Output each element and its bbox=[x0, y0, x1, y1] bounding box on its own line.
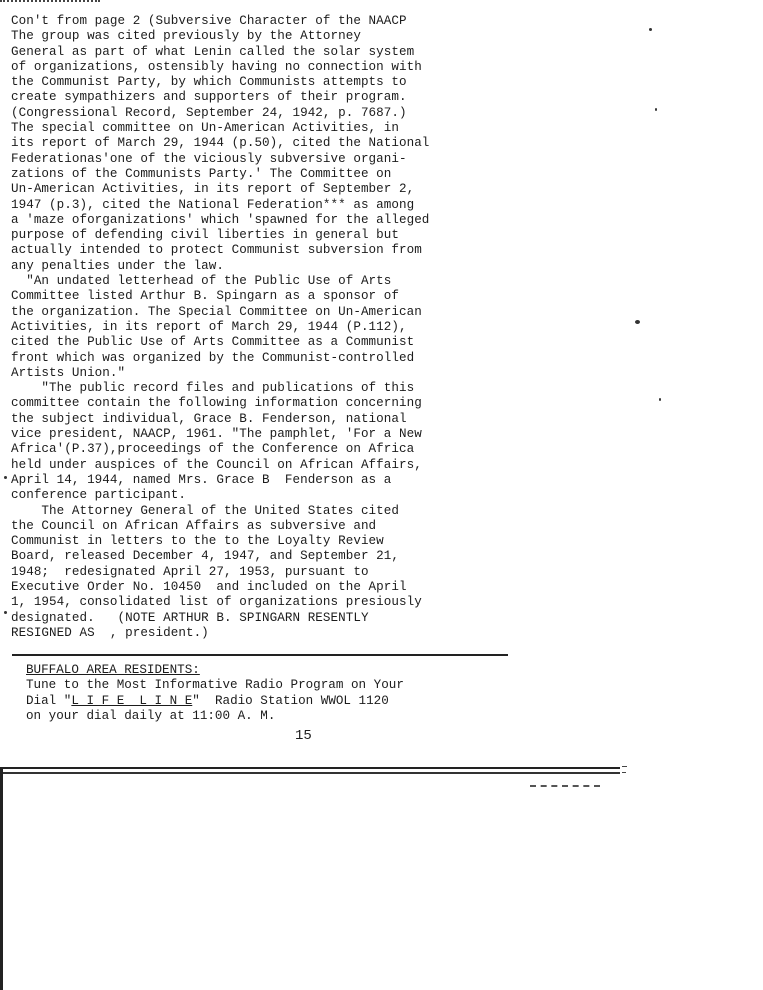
text-line: front which was organized by the Communist-controlled bbox=[11, 350, 415, 365]
text-line: Artists Union." bbox=[11, 365, 126, 380]
scan-speck bbox=[4, 476, 7, 479]
text-line: 1, 1954, consolidated list of organizations presiously bbox=[11, 595, 422, 610]
text-line: conference participant. bbox=[11, 488, 186, 503]
page-number: 15 bbox=[295, 728, 312, 744]
radio-advertisement bbox=[26, 663, 506, 724]
ad-line: on your dial daily at 11:00 A. M. bbox=[26, 708, 276, 723]
text-line: of organizations, ostensibly having no connection with bbox=[11, 59, 422, 74]
ad-line-prefix: Dial " bbox=[26, 693, 72, 708]
text-line: April 14, 1944, named Mrs. Grace B Fenderson as a bbox=[11, 472, 392, 487]
scan-speck bbox=[649, 28, 652, 31]
text-line: Un-American Activities, in its report of September 2, bbox=[11, 182, 415, 197]
text-line: 1948; redesignated April 27, 1953, pursuant to bbox=[11, 564, 369, 579]
body-text bbox=[11, 14, 521, 641]
ad-line bbox=[26, 694, 506, 709]
text-line: "The public record files and publications of this bbox=[11, 381, 415, 396]
text-line: Activities, in its report of March 29, 1944 (P.112), bbox=[11, 319, 407, 334]
text-line: The Attorney General of the United States cited bbox=[11, 503, 399, 518]
text-line: committee contain the following information concerning bbox=[11, 396, 422, 411]
text-line: cited the Public Use of Arts Committee as a Communist bbox=[11, 335, 415, 350]
text-line: purpose of defending civil liberties in general but bbox=[11, 228, 399, 243]
section-divider bbox=[12, 654, 508, 656]
text-line: Executive Order No. 10450 and included on the April bbox=[11, 579, 407, 594]
text-line: held under auspices of the Council on African Affairs, bbox=[11, 457, 422, 472]
text-line: a 'maze oforganizations' which 'spawned for the alleged bbox=[11, 212, 430, 227]
scan-bar bbox=[0, 767, 620, 769]
scan-speck bbox=[655, 108, 657, 111]
ad-line-suffix: " Radio Station WWOL 1120 bbox=[192, 693, 389, 708]
text-line: Communist in letters to the to the Loyalty Review bbox=[11, 534, 384, 549]
text-line: RESIGNED AS , president.) bbox=[11, 625, 209, 640]
text-line: actually intended to protect Communist subversion from bbox=[11, 243, 422, 258]
scan-speck bbox=[659, 398, 661, 401]
scan-dash-marks bbox=[530, 785, 600, 791]
text-line: zations of the Communists Party.' The Committee on bbox=[11, 166, 392, 181]
text-line: vice president, NAACP, 1961. "The pamphlet, 'For a New bbox=[11, 427, 422, 442]
scan-tick bbox=[622, 766, 627, 767]
text-line: any penalties under the law. bbox=[11, 258, 225, 273]
text-line: "An undated letterhead of the Public Use of Arts bbox=[11, 274, 392, 289]
scan-edge-bottom bbox=[0, 767, 625, 779]
ad-line: Tune to the Most Informative Radio Program on Your bbox=[26, 678, 404, 693]
scan-edge-left bbox=[0, 768, 3, 990]
text-line: The group was cited previously by the Attorney bbox=[11, 29, 361, 44]
text-line: Federationas'one of the viciously subversive organi- bbox=[11, 151, 407, 166]
scan-speck bbox=[4, 611, 7, 614]
text-line: Board, released December 4, 1947, and September 21, bbox=[11, 549, 399, 564]
text-line: General as part of what Lenin called the solar system bbox=[11, 44, 415, 59]
text-line: its report of March 29, 1944 (p.50), cited the National bbox=[11, 136, 430, 151]
text-line: Committee listed Arthur B. Spingarn as a sponsor of bbox=[11, 289, 399, 304]
text-line: designated. (NOTE ARTHUR B. SPINGARN RESENTLY bbox=[11, 610, 369, 625]
ad-title: BUFFALO AREA RESIDENTS: bbox=[26, 663, 200, 677]
scan-speck bbox=[635, 320, 640, 324]
scan-bar bbox=[0, 772, 620, 774]
text-line: the subject individual, Grace B. Fenderson, national bbox=[11, 411, 407, 426]
text-line: create sympathizers and supporters of their program. bbox=[11, 90, 407, 105]
text-line: Africa'(P.37),proceedings of the Conference on Africa bbox=[11, 442, 415, 457]
text-line: The special committee on Un-American Activities, in bbox=[11, 121, 399, 136]
text-line: the Communist Party, by which Communists attempts to bbox=[11, 75, 407, 90]
scan-tick bbox=[622, 772, 626, 773]
text-line: the organization. The Special Committee on Un-American bbox=[11, 304, 422, 319]
text-line: Con't from page 2 (Subversive Character of the NAACP bbox=[11, 14, 407, 28]
text-line: 1947 (p.3), cited the National Federation*** as among bbox=[11, 197, 415, 212]
text-line: (Congressional Record, September 24, 1942, p. 7687.) bbox=[11, 105, 407, 120]
text-line: the Council on African Affairs as subversive and bbox=[11, 518, 377, 533]
program-name: L I F E L I N E bbox=[71, 693, 193, 708]
scan-edge-top bbox=[0, 0, 100, 5]
